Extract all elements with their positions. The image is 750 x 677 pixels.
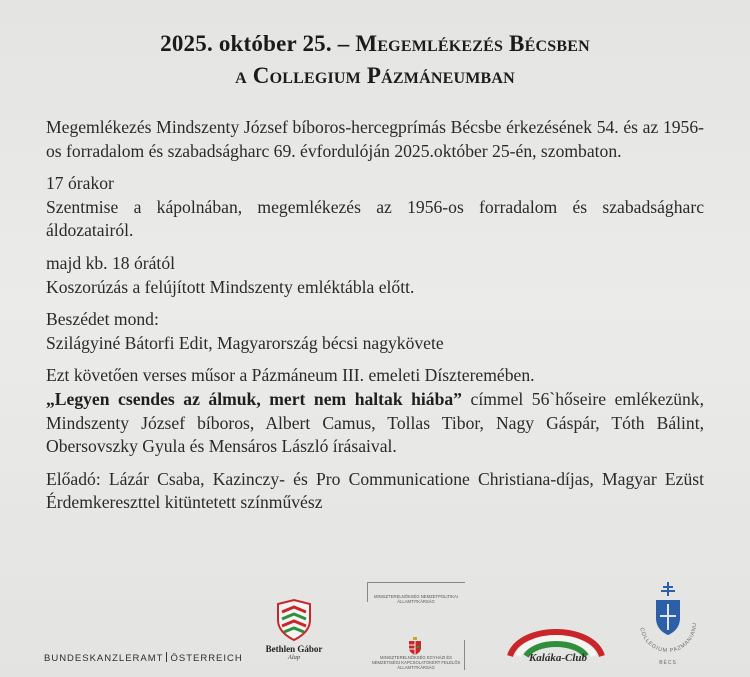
mass-time: 17 órakor [46,173,114,194]
bka-right-text: ÖSTERREICH [170,653,243,664]
bethlen-gabor-logo [258,598,330,661]
kalaka-club-text: Kaláka-Club [528,652,588,664]
kalaka-club-logo [500,618,612,668]
program-title: „Legyen csendes az álmuk, mert nem haltak hiába” [46,388,462,409]
collegium-city: BÉCS [659,660,677,666]
sponsor-logos [0,578,750,677]
speech-label: Beszédet mond: [46,309,159,330]
collegium-crest-icon [630,578,706,658]
program-text [46,388,704,459]
ministry-top-text: MINISZTERELNÖKSÉG NEMZETPOLITIKAI ÁLLAMTITKÁRSÁG [374,594,458,604]
hungarian-crest-icon [407,637,423,655]
collegium-arc-text: COLLEGIUM PAZMANIANU [638,622,699,655]
performer-text: Előadó: Lázár Csaba, Kazinczy- és Pro Communicatione Christiana-díjas, Magyar Ezüst Érdemkereszttel kitüntetett színművész [46,468,704,513]
title-date: 2025. október 25. – [160,31,350,56]
notice-body [46,116,704,515]
collegium-pazmaneum-logo [630,578,706,674]
speech-speaker: Szilágyiné Bátorfi Edit, Magyarország bécsi nagykövete [46,332,444,353]
ministry-bottom-text: MINISZTERELNÖKSÉG EGYHÁZI ÉS NEMZETISÉGI KAPCSOLATOKÉRT FELELŐS ÁLLAMTITKÁRSÁG [371,655,461,670]
bundeskanzleramt-logo [44,652,243,664]
program-description: címmel 56`hőseire emlékezünk, Mindszenty József bíboros, Albert Camus, Tollas Tibor, Nagy Gáspár, Tóth Bálint, Obersovszky Gyula és Mensáros László írásaival. [46,388,704,457]
title-event: Megemlékezés Bécsben [355,31,590,56]
bethlen-name: Bethlen Gábor [265,644,323,654]
wreath-text: Koszorúzás a felújított Mindszenty emléktábla előtt. [46,276,415,297]
title-line-2: a Collegium Pázmáneumban [235,63,515,88]
wreath-time: majd kb. 18 órától [46,252,175,273]
program-line-1: Ezt követően verses műsor a Pázmáneum III. emeleti Díszteremében. [46,365,535,386]
bethlen-shield-icon [274,598,314,642]
mass-text: Szentmise a kápolnában, megemlékezés az 1956-os forradalom és szabadságharc áldozatairól. [46,196,704,241]
intro-paragraph: Megemlékezés Mindszenty József bíboros-hercegprímás Bécsbe érkezésének 54. és az 1956-os forradalom és szabadságharc 69. évfordulóján 2025.október 25-én, szombaton. [46,117,704,161]
ministry-logo [367,582,465,670]
bka-left-text: BUNDESKANZLERAMT [44,653,164,664]
page-title [0,28,750,92]
bethlen-sub: Alap [287,654,301,661]
title-line-1 [0,28,750,60]
